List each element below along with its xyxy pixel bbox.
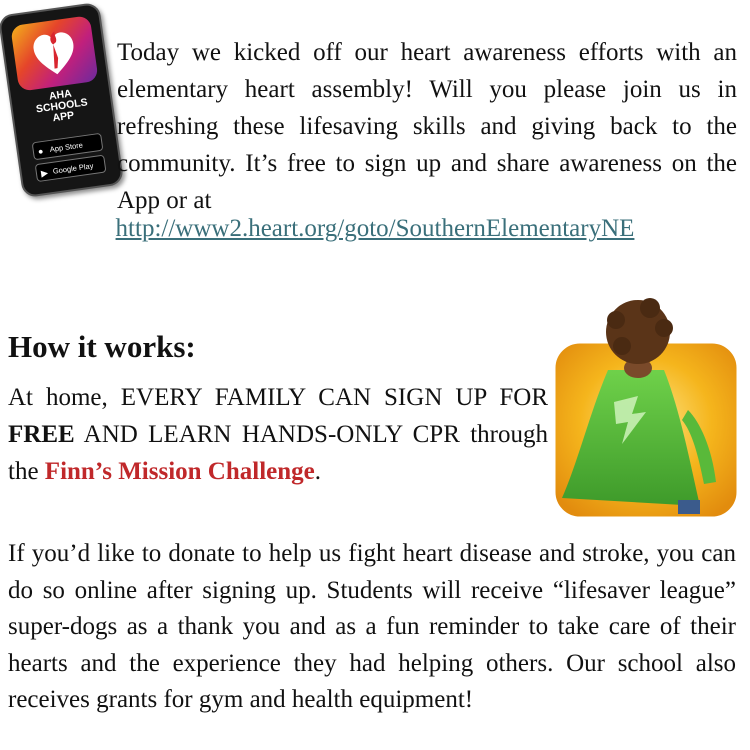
donate-paragraph: If you’d like to donate to help us fight heart disease and stroke, you can do so online after signing up. Students will receive “lifesaver league” super-dogs as a thank you and as a fun reminder to take care of their hearts and the experience they had helping others. Our school also receives grants for gym and health equipment! xyxy=(8,540,736,713)
jeans xyxy=(678,500,700,514)
finns-mission-challenge-link[interactable]: Finn’s Mission Challenge xyxy=(44,458,315,485)
superhero-child-image xyxy=(550,292,740,524)
works-text-part2: AND LEARN HANDS-ONLY CPR through the xyxy=(8,421,548,485)
works-text-part1: At home, EVERY FAMILY CAN SIGN UP FOR xyxy=(8,384,548,411)
app-title: AHA SCHOOLS APP xyxy=(35,87,89,125)
signup-link[interactable]: http://www2.heart.org/goto/SouthernElementaryNE xyxy=(115,215,635,242)
how-it-works-paragraph xyxy=(8,379,548,490)
heart-torch-icon xyxy=(10,15,98,91)
app-store-label: App Store xyxy=(49,140,84,154)
works-period: . xyxy=(314,458,321,485)
google-play-label: Google Play xyxy=(52,161,94,176)
aha-schools-app-badge[interactable] xyxy=(0,2,124,198)
how-it-works-heading: How it works: xyxy=(8,329,196,364)
intro-paragraph: Today we kicked off our heart awareness efforts with an elementary heart assembly! Will you please join us in refreshing these lifesaving skills and giving back to the community. It’s free to sign up and share awareness on the App or at xyxy=(117,39,737,214)
free-emphasis: FREE xyxy=(8,421,75,448)
apple-icon: ● xyxy=(37,145,45,157)
google-play-icon: ▶ xyxy=(40,167,49,179)
